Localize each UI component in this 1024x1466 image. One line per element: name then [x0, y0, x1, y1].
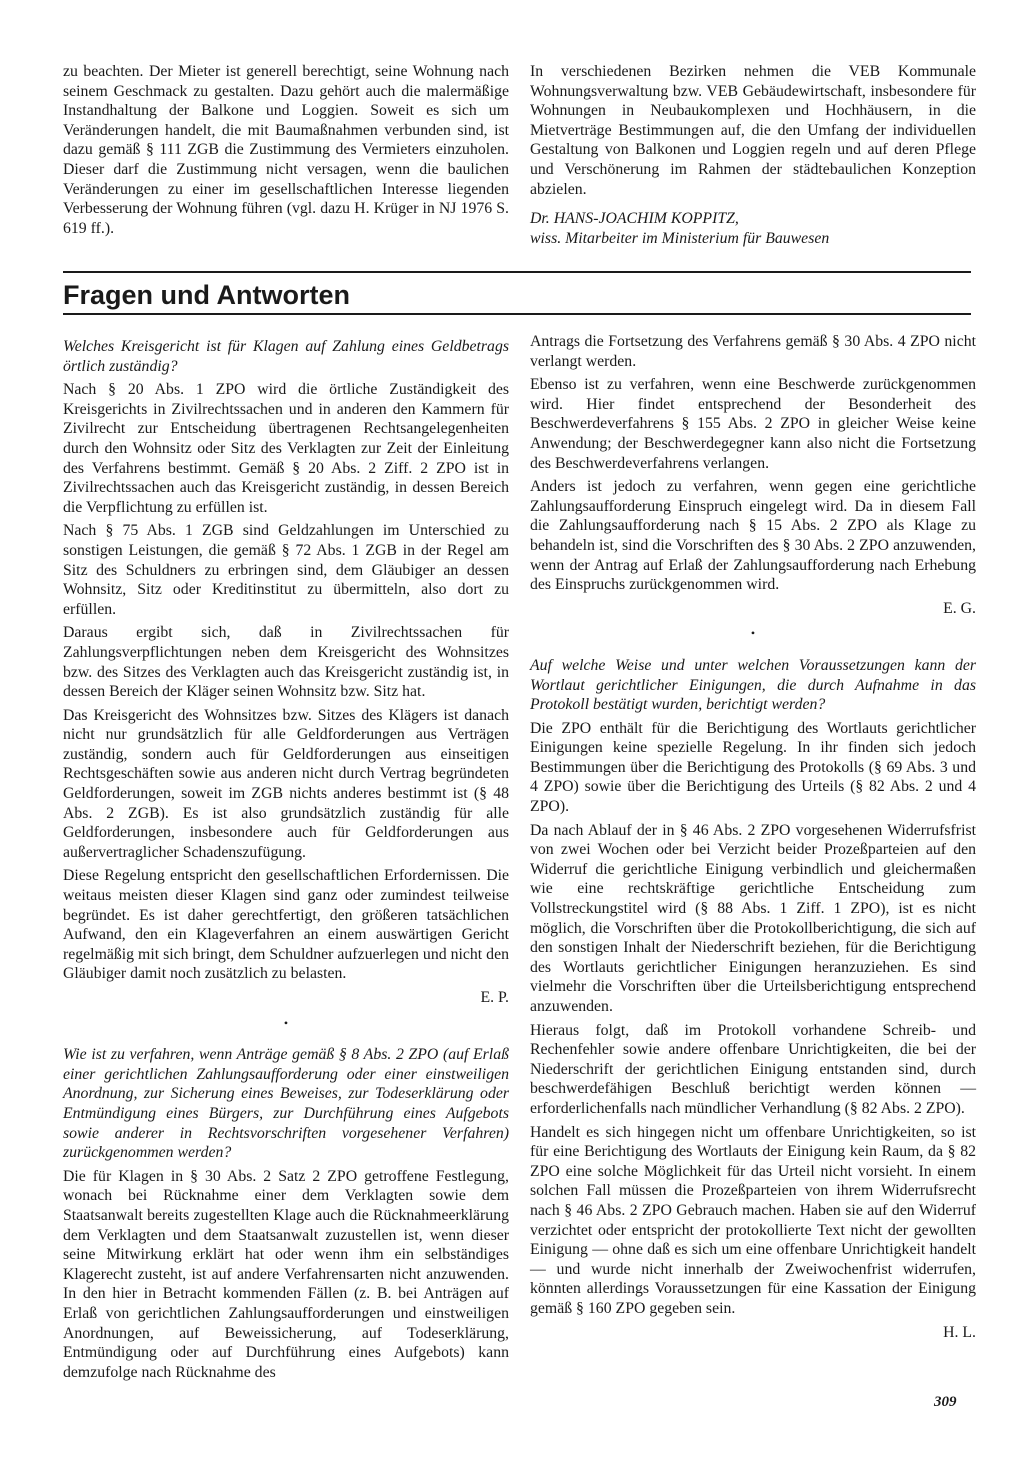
- answer-2-paragraph-2: Antrags die Fortsetzung des Verfahrens gemäß § 30 Abs. 4 ZPO nicht verlangt werden.: [530, 333, 976, 370]
- section-rule-bottom: [63, 313, 971, 315]
- answer-1-paragraph-5: Diese Regelung entspricht den gesellschaftlichen Erfordernissen. Die weitaus meisten dieser Klagen sind ganz oder zumindest teilweise begründet. Es ist daher gerechtfertigt, den größeren tatsächlichen Aufwand, den ein Klageverfahren an einem auswärtigen Gericht regelmäßig mit sich bringt, dem Schuldner aufzuerlegen und nicht den Gläubiger damit noch zusätzlich zu belasten.: [63, 867, 509, 983]
- answer-2-paragraph-3: Ebenso ist zu verfahren, wenn eine Beschwerde zurückgenommen wird. Hier findet entsprechend der Besonderheit des Beschwerdeverfahrens § 155 Abs. 2 ZPO in gleicher Weise keine Anwendung; der Beschwerdegegner kann also nicht die Fortsetzung des Beschwerdeverfahrens verlangen.: [530, 376, 976, 472]
- author-block: [530, 209, 976, 248]
- author-name: Dr. HANS-JOACHIM KOPPITZ,: [530, 210, 739, 228]
- answer-1-paragraph-3: Daraus ergibt sich, daß in Zivilrechtssachen für Zahlungsverpflichtungen neben dem Kreisgericht des Wohnsitzes bzw. des Sitzes des Verklagten auch das Kreisgericht zuständig ist, in dessen Bereich der Kläger seinen Wohnsitz bzw. Sitz hat.: [63, 624, 509, 701]
- answer-1-paragraph-1: Nach § 20 Abs. 1 ZPO wird die örtliche Zuständigkeit des Kreisgerichts in Zivilrechtssachen und in anderen den Kammern für Zivilrecht zur Entscheidung übertragenen Rechtsangelegenheiten durch den Wohnsitz oder Sitz des Verklagten zur Zeit der Einleitung des Verfahrens bestimmt. Gemäß § 20 Abs. 2 Ziff. 2 ZPO ist in Zivilrechtssachen auch das Kreisgericht zuständig, in dessen Bereich die Verpflichtung zu erfüllen ist.: [63, 381, 509, 516]
- separator-dot: •: [750, 626, 756, 641]
- question-1: Welches Kreisgericht ist für Klagen auf Zahlung eines Geldbetrags örtlich zuständig?: [63, 338, 509, 375]
- right-column: [530, 332, 976, 1346]
- section-rule-top: [63, 271, 971, 273]
- answer-2-paragraph-1: Die für Klagen in § 30 Abs. 2 Satz 2 ZPO getroffene Festlegung, wonach bei Rücknahme einer dem Verklagten sowie dem Staatsanwalt bereits zugestellten Klage auch die Rücknahmeerklärung dem Verklagten und dem Staatsanwalt zuzustellen ist, wenn dieser seine Mitwirkung erklärt hat oder wenn ihm ein selbständiges Klagerecht zusteht, ist auf andere Verfahrensarten nicht anzuwenden. In den hier in Betracht kommenden Fällen (z. B. bei Anträgen auf Erlaß von gerichtlichen Zahlungsaufforderungen und einstweiligen Anordnungen, auf Beweissicherung, auf Todeserklärung, Entmündigung oder auf Durchführung eines Aufgebots) kann demzufolge nach Rücknahme des: [63, 1167, 509, 1381]
- question-2: Wie ist zu verfahren, wenn Anträge gemäß § 8 Abs. 2 ZPO (auf Erlaß einer gerichtlichen Zahlungsaufforderung oder einer einstweiligen Anordnung, zur Sicherung eines Beweises, zur Todeserklärung oder Entmündigung eines Bürgers, zur Durchführung eines Aufgebots sowie anderer in Rechtsvorschriften vorgesehener Verfahren) zurückgenommen werden?: [63, 1046, 509, 1162]
- question-3: Auf welche Weise und unter welchen Voraussetzungen kann der Wortlaut gerichtlicher Einigungen, die durch Aufnahme in das Protokoll bestätigt wurden, berichtigt werden?: [530, 656, 976, 714]
- answer-3-paragraph-4: Handelt es sich hingegen nicht um offenbare Unrichtigkeiten, so ist für eine Berichtigung des Wortlauts der Einigung kein Raum, da § 82 ZPO eine solche Möglichkeit für das Urteil nicht vorsieht. In einem solchen Fall müssen die Prozeßparteien von ihrem Widerrufsrecht nach § 46 Abs. 2 ZPO Gebrauch machen. Haben sie auf den Widerruf verzichtet oder entspricht der protokollierte Text nicht der gewollten Einigung — ohne daß es sich um eine offenbare Unrichtigkeit handelt — und wurde nicht innerhalb der Zweiwochenfrist widerrufen, könnten allerdings Voraussetzungen für eine Kassation der Einigung gemäß § 160 ZPO gegeben sein.: [530, 1123, 976, 1317]
- author-role: wiss. Mitarbeiter im Ministerium für Bauwesen: [530, 229, 830, 247]
- signature-ep: E. P.: [480, 989, 509, 1006]
- answer-2-paragraph-4: Anders ist jedoch zu verfahren, wenn gegen eine gerichtliche Zahlungsaufforderung Einspruch eingelegt wird. Da in diesem Fall die Zahlungsaufforderung nach § 15 Abs. 2 ZPO als Klage zu behandeln ist, sind die Vorschriften des § 30 Abs. 2 ZPO anzuwenden, wenn der Antrag auf Erlaß der Zahlungsaufforderung nach Erhebung des Einspruchs zurückgenommen wird.: [530, 478, 976, 594]
- signature-hl: H. L.: [943, 1323, 976, 1341]
- page-number: 309: [934, 1394, 957, 1410]
- top-left-column: [63, 62, 509, 242]
- top-right-paragraph: In verschiedenen Bezirken nehmen die VEB Kommunale Wohnungsverwaltung bzw. VEB Gebäudewirtschaft, insbesondere für Wohnungen in Neubaukomplexen und Hochhäusern, in die Mietverträge Bestimmungen auf, die den Umfang der individuellen Gestaltung von Balkonen und Loggien regeln und auf deren Pflege und Verschönerung im Rahmen der städtebaulichen Konzeption abzielen.: [530, 63, 976, 198]
- signature-eg: E. G.: [943, 599, 976, 617]
- answer-3-paragraph-2: Da nach Ablauf der in § 46 Abs. 2 ZPO vorgesehenen Widerrufsfrist von zwei Wochen oder bei Verzicht beider Prozeßparteien auf den Widerruf die gerichtliche Einigung verbindlich und gleichermaßen wie eine rechtskräftige gerichtliche Entscheidung zum Vollstreckungstitel wird (§ 88 Abs. 1 Ziff. 1 ZPO), ist es nicht möglich, die Vorschriften über die Protokollberichtigung, die sich auf den sonstigen Inhalt der Niederschrift beziehen, für die Berichtigung des Wortlauts gerichtlicher Einigungen heranzuziehen. Es sind vielmehr die Vorschriften über die Urteilsberichtigung entsprechend anzuwenden.: [530, 821, 976, 1015]
- answer-1-paragraph-4: Das Kreisgericht des Wohnsitzes bzw. Sitzes des Klägers ist danach nicht nur grundsätzlich für alle Geldforderungen aus Verträgen zuständig, sondern auch für Geldforderungen aus einseitigen Rechtsgeschäften sowie aus anderen nicht durch Vertrag begründeten Geldforderungen, soweit im ZGB nichts anderes bestimmt ist (§ 48 Abs. 2 ZGB). Es ist also grundsätzlich zuständig für alle Geldforderungen, insbesondere auch für Geldforderungen aus außervertraglicher Schadenszufügung.: [63, 706, 509, 861]
- top-left-paragraph: zu beachten. Der Mieter ist generell berechtigt, seine Wohnung nach seinem Geschmack zu gestalten. Dazu gehört auch die malermäßige Instandhaltung der Balkone und Loggien. Soweit es sich um Veränderungen handelt, die mit Baumaßnahmen verbunden sind, ist dazu gemäß § 111 ZGB die Zustimmung des Vermieters einzuholen. Dieser darf die Zustimmung nicht versagen, wenn die baulichen Veränderungen zu einer im gesellschaftlichen Interesse liegenden Verbesserung der Wohnung führen (vgl. dazu H. Krüger in NJ 1976 S. 619 ff.).: [63, 63, 509, 237]
- answer-3-paragraph-3: Hieraus folgt, daß im Protokoll vorhandene Schreib- und Rechenfehler sowie andere offenbare Unrichtigkeiten, die bei der Niederschrift der gerichtlichen Einigung entstanden sind, durch beschwerdefähigen Beschluß berichtigt werden können — erforderlichenfalls nach mündlicher Verhandlung (§ 82 Abs. 2 ZPO).: [530, 1021, 976, 1117]
- answer-3-paragraph-1: Die ZPO enthält für die Berichtigung des Wortlauts gerichtlicher Einigungen keine spezielle Regelung. In ihr finden sich jedoch Bestimmungen über die Berichtigung des Protokolls (§ 69 Abs. 3 und 4 ZPO) sowie über die Berichtigung des Urteils (§ 82 Abs. 2 und 4 ZPO).: [530, 719, 976, 816]
- left-column: [63, 337, 509, 1386]
- section-title: Fragen und Antworten: [63, 280, 350, 310]
- top-right-column: [530, 62, 976, 248]
- answer-1-paragraph-2: Nach § 75 Abs. 1 ZGB sind Geldzahlungen im Unterschied zu sonstigen Leistungen, die gemäß § 72 Abs. 1 ZGB in der Regel am Sitz des Schuldners zu erbringen sind, dem Gläubiger an dessen Wohnsitz, Sitz oder Kreditinstitut zu übermitteln, also dort zu erfüllen.: [63, 522, 509, 618]
- separator-dot: •: [283, 1015, 289, 1030]
